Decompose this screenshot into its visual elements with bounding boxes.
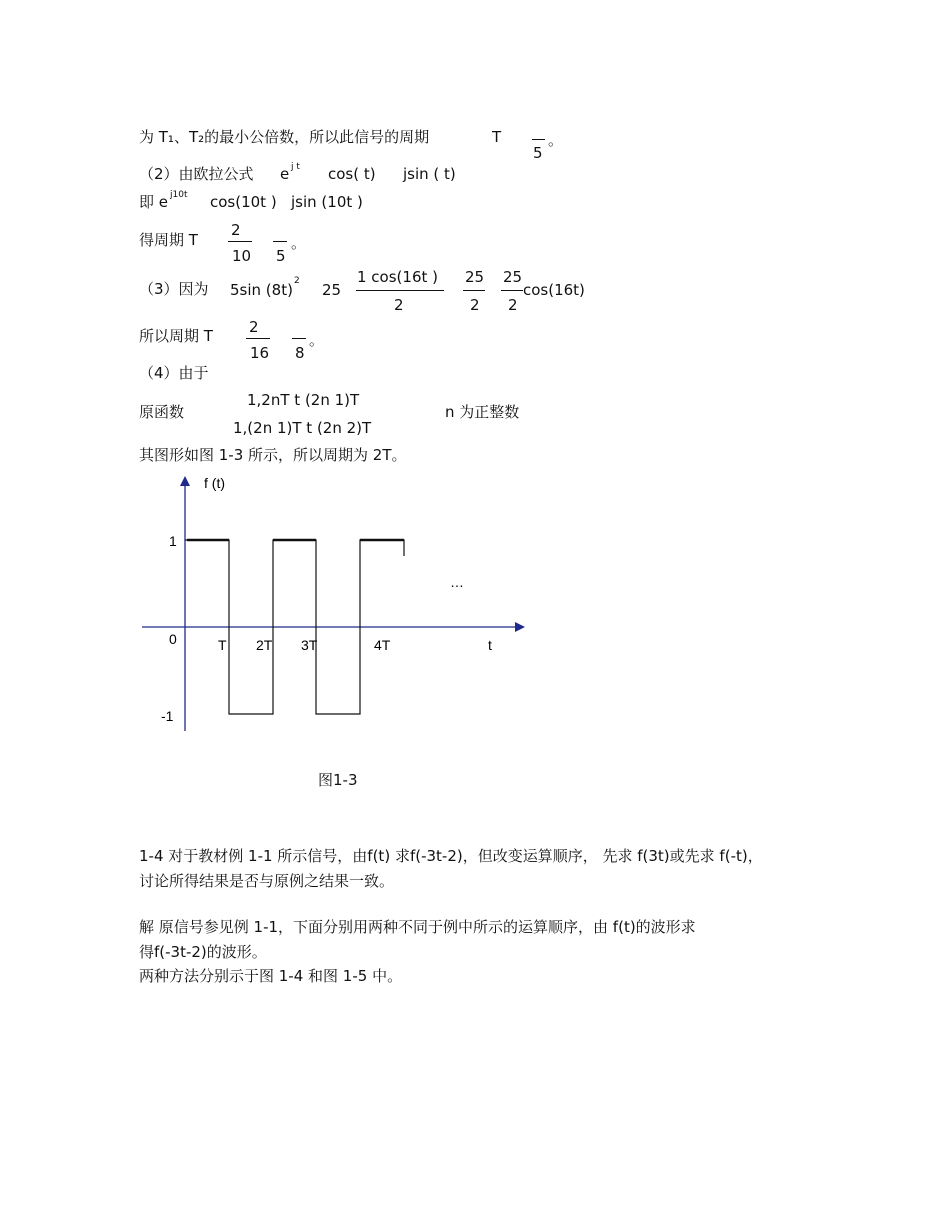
line-1-period-symbol: T — [492, 128, 502, 146]
y-tick-0: 0 — [169, 631, 177, 647]
fraction-bar — [273, 241, 287, 242]
line-3-superscript: j10t — [170, 190, 188, 200]
x-tick-3T: 3T — [301, 637, 318, 653]
problem-1-4-line-1: 1-4 对于教材例 1-1 所示信号，由f(t) 求f(-3t-2)，但改变运算顺序， 先求 f(3t)或先求 f(-t)， — [139, 847, 763, 865]
solution-line-1: 解 原信号参见例 1-1，下面分别用两种不同于例中所示的运算顺序，由 f(t)的波形求 — [139, 918, 696, 936]
piecewise-tail: n 为正整数 — [445, 403, 520, 421]
fraction-bar — [228, 241, 252, 242]
fraction-bar — [463, 290, 485, 291]
ellipsis: … — [450, 574, 464, 590]
line-6-numerator: 2 — [249, 318, 259, 336]
line-9-text: 其图形如图 1-3 所示，所以周期为 2T。 — [139, 446, 407, 464]
line-5-superscript: 2 — [294, 276, 300, 286]
line-7-text: （4）由于 — [139, 364, 209, 382]
euler-jsin: jsin ( t) — [403, 165, 456, 183]
line-5-numerator-1: 1 cos(16t ) — [357, 268, 438, 286]
piecewise-row-2: 1,(2n 1)T t (2n 2)T — [233, 419, 372, 437]
line-4-numerator: 2 — [231, 221, 241, 239]
line-5-cos: cos(16t) — [523, 281, 585, 299]
euler-e: e — [280, 165, 290, 183]
x-tick-2T: 2T — [256, 637, 273, 653]
x-tick-T: T — [218, 637, 227, 653]
line-1-period-mark: 。 — [548, 131, 564, 149]
euler-superscript: j t — [291, 162, 300, 172]
square-wave — [185, 540, 404, 714]
line-4-text: 得周期 T — [139, 231, 198, 249]
fraction-bar — [356, 290, 444, 291]
line-1-text: 为 T₁、T₂的最小公倍数，所以此信号的周期 — [139, 128, 430, 146]
line-4-period-mark: 。 — [291, 234, 307, 252]
line-5-denominator-2: 2 — [470, 296, 480, 314]
line-6-period-mark: 。 — [309, 331, 325, 349]
fraction-bar — [532, 139, 545, 140]
line-5-numerator-3: 25 — [503, 268, 523, 286]
fraction-bar — [246, 338, 270, 339]
piecewise-row-1: 1,2nT t (2n 1)T — [247, 391, 360, 409]
solution-line-3: 两种方法分别示于图 1-4 和图 1-5 中。 — [139, 967, 403, 985]
line-3-text: 即 e — [139, 193, 168, 211]
line-4-denominator-2: 5 — [276, 247, 286, 265]
figure-caption: 图1-3 — [318, 771, 358, 789]
line-4-denominator-1: 10 — [232, 247, 252, 265]
line-3-cos: cos(10t ) — [210, 193, 277, 211]
line-6-text: 所以周期 T — [139, 327, 213, 345]
line-3-jsin: jsin (10t ) — [291, 193, 363, 211]
line-6-denominator-2: 8 — [295, 344, 305, 362]
line-5-const: 25 — [322, 281, 342, 299]
fraction-bar — [501, 290, 523, 291]
line-5-text: （3）因为 — [139, 280, 209, 298]
line-8-text: 原函数 — [139, 403, 185, 421]
y-tick-1: 1 — [169, 533, 177, 549]
line-1-denominator: 5 — [533, 144, 543, 162]
line-5-denominator-3: 2 — [508, 296, 518, 314]
x-tick-4T: 4T — [374, 637, 391, 653]
line-5-denominator-1: 2 — [394, 296, 404, 314]
y-tick-neg1: -1 — [161, 708, 174, 724]
x-axis-label: t — [488, 637, 492, 653]
problem-1-4-line-2: 讨论所得结果是否与原例之结果一致。 — [139, 872, 395, 890]
solution-line-2: 得f(-3t-2)的波形。 — [139, 943, 267, 961]
line-2-text: （2）由欧拉公式 — [139, 165, 254, 183]
line-5-expr: 5sin (8t) — [230, 281, 293, 299]
y-axis-label: f (t) — [204, 475, 225, 491]
fraction-bar — [292, 338, 306, 339]
euler-cos: cos( t) — [328, 165, 376, 183]
line-5-numerator-2: 25 — [465, 268, 485, 286]
line-6-denominator-1: 16 — [250, 344, 270, 362]
